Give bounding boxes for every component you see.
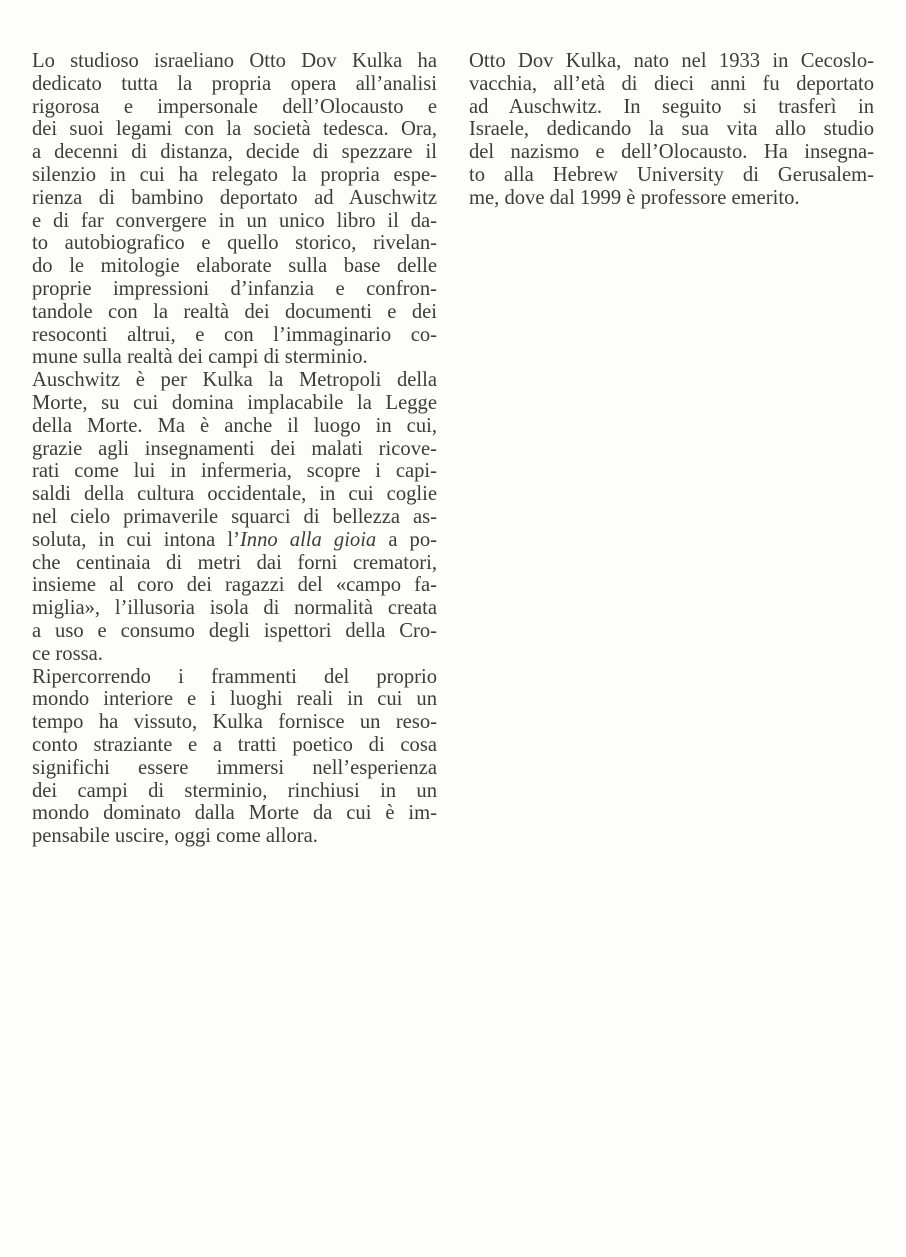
text-line: rigorosa e impersonale dell’Olocausto e — [32, 95, 437, 118]
text-line: dei campi di sterminio, rinchiusi in un — [32, 779, 437, 802]
text-line: Lo studioso israeliano Otto Dov Kulka ha — [32, 50, 437, 72]
text-line: rienza di bambino deportato ad Auschwitz — [32, 186, 437, 209]
text-line: silenzio in cui ha relegato la propria espe- — [32, 163, 437, 186]
text-line: ce rossa. — [32, 642, 103, 665]
text-line: Israele, dedicando la sua vita allo studio — [469, 118, 874, 141]
text-line: mune sulla realtà dei campi di sterminio. — [32, 346, 368, 369]
text-line: tandole con la realtà dei documenti e dei — [32, 300, 437, 323]
text-line: Otto Dov Kulka, nato nel 1933 in Cecoslo- — [469, 50, 874, 72]
text-line: mondo dominato dalla Morte da cui è im- — [32, 802, 437, 825]
right-column-author-bio — [469, 50, 874, 210]
text-line: della Morte. Ma è anche il luogo in cui, — [32, 414, 437, 437]
text-line: del nazismo e dell’Olocausto. Ha insegna- — [469, 141, 874, 164]
text-line: me, dove dal 1999 è professore emerito. — [469, 186, 800, 209]
text-line: miglia», l’illusoria isola di normalità creata — [32, 597, 437, 620]
text-line: Morte, su cui domina implacabile la Legge — [32, 391, 437, 414]
text-line: a uso e consumo degli ispettori della Cro- — [32, 619, 437, 642]
text-line: Ripercorrendo i frammenti del proprio — [32, 665, 437, 688]
text-line: a decenni di distanza, decide di spezzare il — [32, 141, 437, 164]
text-line: rati come lui in infermeria, scopre i capi- — [32, 460, 437, 483]
text-line: dei suoi legami con la società tedesca. Ora, — [32, 118, 437, 141]
text-line: Auschwitz è per Kulka la Metropoli della — [32, 369, 437, 392]
paragraph-auschwitz — [32, 369, 437, 665]
work-title-inno-alla-gioia: Inno alla gioia — [239, 528, 377, 551]
text-line-with-title — [32, 529, 437, 552]
left-column — [32, 50, 437, 848]
text-line: pensabile uscire, oggi come allora. — [32, 825, 318, 848]
text-line: to autobiografico e quello storico, rivelan- — [32, 232, 437, 255]
paragraph-intro — [32, 50, 437, 369]
text-line: mondo interiore e i luoghi reali in cui un — [32, 688, 437, 711]
text-segment: soluta, in cui intona l’ — [32, 528, 240, 551]
text-line: tempo ha vissuto, Kulka fornisce un reso- — [32, 711, 437, 734]
text-line: che centinaia di metri dai forni crematori, — [32, 551, 437, 574]
text-line: saldi della cultura occidentale, in cui coglie — [32, 483, 437, 506]
text-line: dedicato tutta la propria opera all’analisi — [32, 72, 437, 95]
text-line: to alla Hebrew University di Gerusalem- — [469, 163, 874, 186]
text-line: resoconti altrui, e con l’immaginario co- — [32, 323, 437, 346]
text-line: nel cielo primaverile squarci di bellezza as- — [32, 505, 437, 528]
text-line: ad Auschwitz. In seguito si trasferì in — [469, 95, 874, 118]
text-segment: a po- — [376, 528, 438, 551]
text-line: grazie agli insegnamenti dei malati ricove- — [32, 437, 437, 460]
paragraph-author-bio — [469, 50, 874, 210]
text-line: vacchia, all’età di dieci anni fu deportato — [469, 72, 874, 95]
text-line: do le mitologie elaborate sulla base delle — [32, 255, 437, 278]
text-line: significhi essere immersi nell’esperienza — [32, 756, 437, 779]
text-line: proprie impressioni d’infanzia e confron- — [32, 277, 437, 300]
text-line: insieme al coro dei ragazzi del «campo fa- — [32, 574, 437, 597]
paragraph-conclusion — [32, 666, 437, 848]
text-line: conto straziante e a tratti poetico di cosa — [32, 733, 437, 756]
text-line: e di far convergere in un unico libro il da- — [32, 209, 437, 232]
